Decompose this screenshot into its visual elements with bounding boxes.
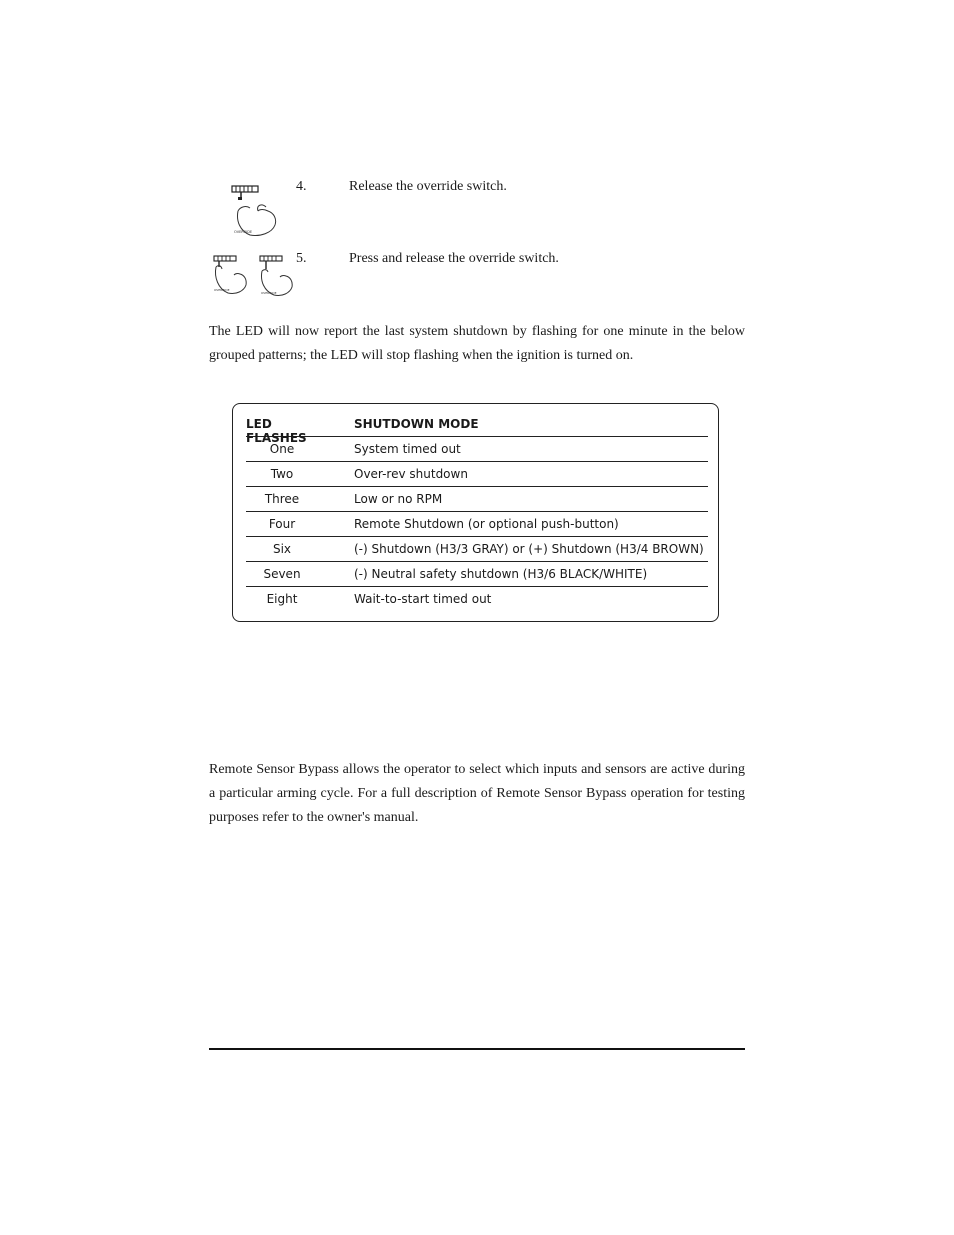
hand-press-release-switch-icon	[210, 253, 300, 297]
led-flash-count: Three	[264, 492, 300, 506]
led-flash-table	[232, 403, 719, 622]
table-body	[246, 412, 708, 611]
svg-text:OVERRIDE: OVERRIDE	[261, 291, 277, 295]
column-header-led-flashes: LED FLASHES	[246, 417, 307, 445]
table-row	[246, 587, 708, 611]
shutdown-mode: Over-rev shutdown	[354, 467, 468, 481]
svg-text:OVERRIDE: OVERRIDE	[214, 288, 230, 292]
shutdown-mode: System timed out	[354, 442, 461, 456]
led-flash-count: Six	[272, 542, 292, 556]
step-text: Press and release the override switch.	[349, 251, 559, 266]
shutdown-mode: (-) Shutdown (H3/3 GRAY) or (+) Shutdown (H3/4 BROWN)	[354, 542, 704, 556]
table-row	[246, 512, 708, 537]
shutdown-mode: Low or no RPM	[354, 492, 443, 506]
table-row	[246, 537, 708, 562]
shutdown-mode: Remote Shutdown (or optional push-button)	[354, 517, 619, 531]
table-row	[246, 437, 708, 462]
table-row	[246, 487, 708, 512]
svg-text:OVERRIDE: OVERRIDE	[234, 230, 253, 234]
column-header-shutdown-mode: SHUTDOWN MODE	[354, 417, 479, 431]
table-header-row	[246, 412, 708, 445]
bypass-paragraph: Remote Sensor Bypass allows the operator to select which inputs and sensors are active during a particular arming cycle. For a full description of Remote Sensor Bypass operation for testing purposes refer to the owner's manual.	[209, 762, 745, 825]
footer-divider	[209, 1048, 745, 1050]
step-text: Release the override switch.	[349, 179, 507, 194]
hand-release-switch-icon	[228, 181, 280, 237]
table-row	[246, 462, 708, 487]
shutdown-mode: Wait-to-start timed out	[354, 592, 492, 606]
led-flash-count: Eight	[266, 592, 298, 606]
led-flash-count: One	[269, 442, 295, 456]
led-flash-count: Two	[270, 467, 294, 481]
step-number: 5.	[296, 251, 307, 266]
intro-paragraph: The LED will now report the last system shutdown by flashing for one minute in the below grouped patterns; the LED will stop flashing when the ignition is turned on.	[209, 324, 745, 363]
shutdown-mode: (-) Neutral safety shutdown (H3/6 BLACK/WHITE)	[354, 567, 648, 581]
led-flash-count: Seven	[263, 567, 301, 581]
led-flash-count: Four	[268, 517, 296, 531]
table-row	[246, 562, 708, 587]
step-number: 4.	[296, 179, 307, 194]
